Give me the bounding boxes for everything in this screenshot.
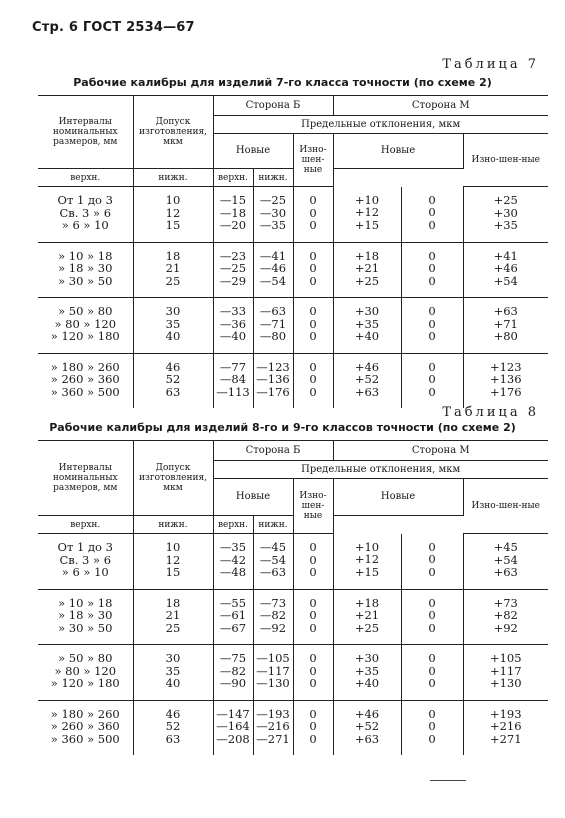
cell-line: 12 [165,205,181,220]
cell-line: 46 [165,359,181,374]
lower-m-header: нижн. [253,169,293,187]
cell-line: 0 [309,552,317,567]
cell-line: —113 [216,384,250,399]
tolerance-cell [133,187,213,243]
cell-line: +35 [493,218,518,232]
cell-line: —176 [256,384,290,399]
cell-line: —136 [256,372,290,386]
lower-b-header: нижн. [133,516,213,534]
cell-line: 10 [165,540,181,554]
cell-line: 0 [428,217,436,232]
upper-b-header: верхн. [38,516,133,534]
cell-line: +46 [354,359,380,374]
cell-line: —105 [256,651,290,665]
cell-line: 0 [428,384,436,399]
interval-cell [38,242,133,298]
cell-line: —71 [259,316,287,331]
side-m-lower-cell [401,534,463,590]
cell-line: +73 [493,595,518,610]
tolerance-cell [133,700,213,755]
cell-line: 0 [428,608,436,622]
cell-line: —67 [219,620,247,635]
cell-line: —271 [256,731,290,746]
side-m-upper-cell [333,298,401,354]
cell-line: —73 [259,595,287,610]
cell-line: +130 [489,676,522,690]
cell-line: 0 [428,304,436,318]
intervals-header: Интервалы номинальных размеров, мм [38,441,133,516]
cell-line: 0 [428,316,436,331]
cell-line: +52 [354,372,380,386]
cell-line: 0 [309,329,317,343]
cell-line: +80 [493,329,518,343]
side-m-lower-cell [401,700,463,755]
cell-line: +40 [354,676,380,690]
worn-b-header: Изно-шен-ные [293,479,333,534]
cell-line: 0 [309,620,317,635]
cell-line: 0 [428,564,436,579]
tolerance-cell [133,353,213,408]
cell-line: 52 [165,719,181,733]
cell-line: —29 [219,273,247,288]
cell-line: +45 [493,540,518,554]
tolerance-cell [133,645,213,701]
cell-line: +35 [354,316,380,331]
cell-line: 63 [165,384,181,399]
cell-line: +193 [489,706,522,721]
cell-line: —164 [216,719,250,733]
cell-line: 0 [309,384,317,399]
table-number: Таблица 7 [442,57,539,72]
cell-line: +10 [354,192,380,207]
cell-line: —36 [219,316,247,331]
cell-line: +18 [354,248,380,263]
cell-line: 0 [309,218,317,232]
cell-line: —30 [259,205,287,220]
cell-line: +12 [354,205,380,219]
cell-line: 30 [165,651,181,665]
cell-line: +54 [493,273,518,288]
cell-line: От 1 до 3 [57,193,113,207]
cell-line: —45 [259,540,287,554]
cell-line: » 30 » 50 [58,620,113,635]
side-b-worn-cell [293,298,333,354]
cell-line: 0 [309,359,317,374]
cell-line: » 180 » 260 [50,359,120,374]
side-b-upper-cell [213,298,253,354]
cell-line: —18 [219,205,247,220]
cell-line: 0 [428,663,436,678]
side-b-upper-cell [213,353,253,408]
cell-line: —35 [219,540,247,554]
cell-line: » 260 » 360 [50,719,120,733]
cell-line: —123 [256,359,290,374]
side-b-upper-cell [213,242,253,298]
cell-line: +105 [489,651,522,665]
cell-line: 0 [428,273,436,288]
cell-line: —130 [256,676,290,690]
cell-line: 0 [428,359,436,374]
cell-line: 0 [428,192,436,207]
cell-line: Св. 3 » 6 [59,552,112,567]
cell-line: —54 [259,273,287,288]
cell-line: +82 [493,608,518,622]
table-row [38,187,548,243]
worn-m-header: Изно-шен-ные [463,134,548,187]
cell-line: +25 [493,193,518,207]
limits-header: Предельные отклонения, мкм [213,461,548,479]
cell-line: +92 [493,620,518,635]
cell-line: +41 [493,248,518,263]
cell-line: » 120 » 180 [50,676,120,690]
side-b-worn-cell [293,589,333,645]
side-m-worn-cell [463,242,548,298]
cell-line: +46 [493,261,518,275]
cell-line: 0 [428,329,436,343]
cell-line: +216 [489,719,522,733]
cell-line: 12 [165,552,181,567]
cell-line: —41 [259,248,287,263]
lower-b-header: нижн. [133,169,213,187]
side-b-header: Сторона Б [213,96,333,116]
cell-line: » 260 » 360 [50,372,120,386]
interval-cell [38,353,133,408]
side-m-lower-cell [401,187,463,243]
cell-line: —216 [256,719,290,733]
cell-line: 0 [309,372,317,386]
cell-line: 63 [165,731,181,746]
cell-line: 0 [309,248,317,263]
cell-line: —193 [256,706,290,721]
cell-line: » 80 » 120 [54,316,117,331]
cell-line: —80 [259,329,287,343]
cell-line: +21 [354,608,380,622]
cell-line: 0 [309,273,317,288]
side-m-worn-cell [463,589,548,645]
side-b-lower-cell [253,187,293,243]
cell-line: —82 [259,608,287,622]
cell-line: » 360 » 500 [50,384,120,399]
cell-line: 0 [428,261,436,275]
cell-line: 18 [165,595,181,610]
side-m-lower-cell [401,353,463,408]
cell-line: —208 [216,731,250,746]
cell-line: +63 [354,731,380,746]
side-b-lower-cell [253,700,293,755]
cell-line: —23 [219,248,247,263]
cell-line: —63 [259,565,287,579]
cell-line: —92 [259,620,287,635]
cell-line: » 50 » 80 [58,651,113,665]
cell-line: —75 [219,651,247,665]
table-row [38,534,548,590]
cell-line: +63 [493,565,518,579]
cell-line: 0 [309,719,317,733]
side-m-worn-cell [463,187,548,243]
cell-line: +35 [354,663,380,678]
cell-line: —82 [219,663,247,678]
cell-line: —40 [219,329,247,343]
cell-line: +52 [354,719,380,733]
tolerance-cell [133,534,213,590]
cell-line: —63 [259,304,287,318]
cell-line: +15 [354,564,380,579]
cell-line: +21 [354,261,380,275]
cell-line: От 1 до 3 [57,540,113,554]
side-m-header: Сторона М [333,441,548,461]
cell-line: 0 [428,595,436,610]
side-m-worn-cell [463,298,548,354]
cell-line: 0 [428,539,436,554]
cell-line: 46 [165,706,181,721]
cell-line: —61 [219,608,247,622]
side-b-upper-cell [213,534,253,590]
tolerance-cell [133,242,213,298]
side-b-worn-cell [293,534,333,590]
side-m-upper-cell [333,242,401,298]
side-b-upper-cell [213,645,253,701]
side-b-worn-cell [293,645,333,701]
cell-line: 30 [165,304,181,318]
cell-line: 0 [309,608,317,622]
cell-line: —117 [256,663,290,678]
cell-line: » 6 » 10 [61,565,109,579]
cell-line: » 80 » 120 [54,663,117,678]
new-b-header: Новые [213,479,293,516]
cell-line: 40 [165,329,181,343]
cell-line: 35 [165,316,181,331]
cell-line: +117 [489,663,522,678]
interval-cell [38,298,133,354]
table-number: Таблица 8 [442,405,539,420]
cell-line: 0 [309,193,317,207]
cell-line: 15 [165,218,181,232]
cell-line: +12 [354,552,380,566]
lower-m-header: нижн. [253,516,293,534]
cell-line: 0 [309,565,317,579]
cell-line: 21 [165,261,181,275]
worn-m-header: Изно-шен-ные [463,479,548,534]
tolerance-cell [133,298,213,354]
cell-line: 0 [428,372,436,386]
cell-line: 25 [165,273,181,288]
cell-line: 0 [309,663,317,678]
cell-line: 15 [165,565,181,579]
table-row [38,700,548,755]
cell-line: —35 [259,218,287,232]
side-m-header: Сторона М [333,96,548,116]
interval-cell [38,589,133,645]
intervals-header: Интервалы номинальных размеров, мм [38,96,133,169]
cell-line: 52 [165,372,181,386]
cell-line: +136 [489,372,522,386]
interval-cell [38,645,133,701]
side-b-lower-cell [253,242,293,298]
cell-line: +15 [354,217,380,232]
side-m-lower-cell [401,645,463,701]
cell-line: 21 [165,608,181,622]
upper-b-header: верхн. [38,169,133,187]
side-m-upper-cell [333,700,401,755]
cell-line: +46 [354,706,380,721]
table-row [38,589,548,645]
cell-line: 0 [309,304,317,318]
cell-line: 0 [309,316,317,331]
side-b-header: Сторона Б [213,441,333,461]
cell-line: » 50 » 80 [58,304,113,318]
cell-line: » 10 » 18 [58,595,113,610]
table-title: Рабочие калибры для изделий 7-го класса точности (по схеме 2) [73,76,492,89]
side-b-lower-cell [253,353,293,408]
cell-line: 35 [165,663,181,678]
cell-line: 25 [165,620,181,635]
cell-line: —15 [219,193,247,207]
cell-line: » 18 » 30 [58,608,113,622]
side-m-worn-cell [463,353,548,408]
cell-line: —84 [219,372,247,386]
new-b-header: Новые [213,134,293,169]
cell-line: 40 [165,676,181,690]
tolerance-header: Допуск изготовления, мкм [133,96,213,169]
side-m-upper-cell [333,589,401,645]
cell-line: » 18 » 30 [58,261,113,275]
cell-line: » 180 » 260 [50,706,120,721]
cell-line: —48 [219,565,247,579]
cell-line: —77 [219,359,247,374]
side-b-upper-cell [213,187,253,243]
cell-line: 0 [309,540,317,554]
side-m-lower-cell [401,242,463,298]
cell-line: +123 [489,359,522,374]
side-m-upper-cell [333,353,401,408]
cell-line: 0 [309,595,317,610]
tolerance-cell [133,589,213,645]
cell-line: 0 [309,706,317,721]
side-m-worn-cell [463,700,548,755]
side-b-worn-cell [293,242,333,298]
cell-line: +176 [489,384,522,399]
cell-line: » 10 » 18 [58,248,113,263]
table-row [38,242,548,298]
cell-line: —42 [219,552,247,567]
side-b-lower-cell [253,534,293,590]
side-m-worn-cell [463,534,548,590]
side-b-lower-cell [253,298,293,354]
side-b-worn-cell [293,353,333,408]
cell-line: —33 [219,304,247,318]
cell-line: 0 [428,676,436,690]
data-table [38,95,548,408]
cell-line: » 120 » 180 [50,329,120,343]
side-m-upper-cell [333,534,401,590]
table-row [38,353,548,408]
cell-line: 0 [309,261,317,275]
cell-line: +25 [354,273,380,288]
cell-line: +54 [493,552,518,567]
cell-line: +63 [354,384,380,399]
new-m-header: Новые [333,479,463,516]
cell-line: 0 [428,731,436,746]
side-b-upper-cell [213,589,253,645]
side-m-upper-cell [333,645,401,701]
cell-line: +30 [354,651,380,665]
cell-line: 0 [428,719,436,733]
side-m-worn-cell [463,645,548,701]
table-title: Рабочие калибры для изделий 8-го и 9-го классов точности (по схеме 2) [49,421,516,434]
table-row [38,645,548,701]
side-m-lower-cell [401,589,463,645]
upper-m-header: верхн. [213,516,253,534]
cell-line: 0 [309,676,317,690]
interval-cell [38,187,133,243]
cell-line: » 360 » 500 [50,731,120,746]
side-b-lower-cell [253,589,293,645]
cell-line: —25 [219,261,247,275]
cell-line: +40 [354,329,380,343]
cell-line: —55 [219,595,247,610]
cell-line: 0 [428,651,436,665]
cell-line: 0 [428,552,436,566]
cell-line: 18 [165,248,181,263]
interval-cell [38,700,133,755]
cell-line: 10 [165,193,181,207]
cell-line: —54 [259,552,287,567]
cell-line: —25 [259,193,287,207]
cell-line: +271 [489,731,522,746]
side-b-worn-cell [293,700,333,755]
data-table [38,440,548,755]
cell-line: Св. 3 » 6 [59,205,112,220]
worn-b-header: Изно-шен-ные [293,134,333,187]
cell-line: +10 [354,539,380,554]
cell-line: +30 [493,205,518,220]
cell-line: +25 [354,620,380,635]
interval-cell [38,534,133,590]
cell-line: 0 [428,205,436,219]
upper-m-header: верхн. [213,169,253,187]
cell-line: 0 [428,620,436,635]
cell-line: » 30 » 50 [58,273,113,288]
cell-line: 0 [309,205,317,220]
cell-line: +71 [493,316,518,331]
side-b-upper-cell [213,700,253,755]
cell-line: 0 [428,706,436,721]
decorative-rule [430,780,466,781]
cell-line: —20 [219,218,247,232]
side-b-lower-cell [253,645,293,701]
cell-line: +30 [354,304,380,318]
cell-line: 0 [428,248,436,263]
cell-line: » 6 » 10 [61,218,109,232]
cell-line: —90 [219,676,247,690]
side-m-lower-cell [401,298,463,354]
cell-line: 0 [309,731,317,746]
cell-line: +18 [354,595,380,610]
page-header: Стр. 6 ГОСТ 2534—67 [32,20,195,35]
cell-line: +63 [493,304,518,318]
side-m-upper-cell [333,187,401,243]
limits-header: Предельные отклонения, мкм [213,116,548,134]
cell-line: —46 [259,261,287,275]
cell-line: 0 [309,651,317,665]
side-b-worn-cell [293,187,333,243]
tolerance-header: Допуск изготовления, мкм [133,441,213,516]
cell-line: —147 [216,706,250,721]
new-m-header: Новые [333,134,463,169]
table-row [38,298,548,354]
